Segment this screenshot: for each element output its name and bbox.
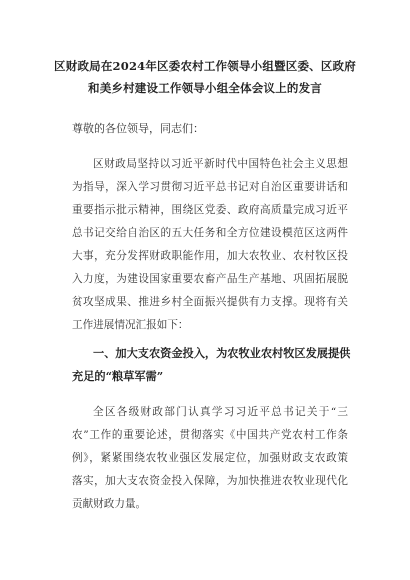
section-1-heading-line: 一、加大支农资金投入，为农牧业农村牧区发展提供: [93, 346, 351, 360]
section-1-paragraph-line: 例》，紧紧围绕农牧业强区发展定位，加强财政支农政策: [72, 452, 348, 464]
intro-paragraph-line: 贫攻坚成果、推进乡村全面振兴提供有力支撑。现将有关: [72, 296, 348, 308]
intro-paragraph-line: 大事，充分发挥财政职能作用，加大农牧业、农村牧区投: [72, 250, 348, 262]
section-1-paragraph-line: 全区各级财政部门认真学习习近平总书记关于“三: [93, 406, 348, 418]
document-title-line-2: 和美乡村建设工作领导小组全体会议上的发言: [88, 81, 322, 95]
intro-paragraph-line: 为指导，深入学习贯彻习近平总书记对自治区重要讲话和: [72, 181, 348, 193]
intro-paragraph-line: 总书记交给自治区的五大任务和全方位建设模范区这两件: [72, 227, 348, 239]
document-title-line-1: 区财政局在2024年区委农村工作领导小组暨区委、区政府: [54, 59, 356, 73]
greeting: 尊敬的各位领导，同志们：: [72, 122, 204, 135]
intro-paragraph-line: 重要指示批示精神，围绕区党委、政府高质量完成习近平: [72, 204, 348, 216]
section-1-paragraph-line: 农”工作的重要论述，贯彻落实《中国共产党农村工作条: [72, 429, 348, 441]
section-1-heading-line: 充足的“粮草军需”: [72, 369, 164, 383]
intro-paragraph-line: 工作进展情况汇报如下：: [72, 319, 189, 331]
section-1-paragraph-line: 落实，加大支农资金投入保障，为加快推进农牧业现代化: [72, 475, 348, 487]
intro-paragraph-line: 入力度，为建设国家重要农畜产品生产基地、巩固拓展脱: [72, 273, 348, 285]
section-1-paragraph-line: 贡献财政力量。: [72, 498, 147, 510]
intro-paragraph-line: 区财政局坚持以习近平新时代中国特色社会主义思想: [93, 158, 348, 170]
